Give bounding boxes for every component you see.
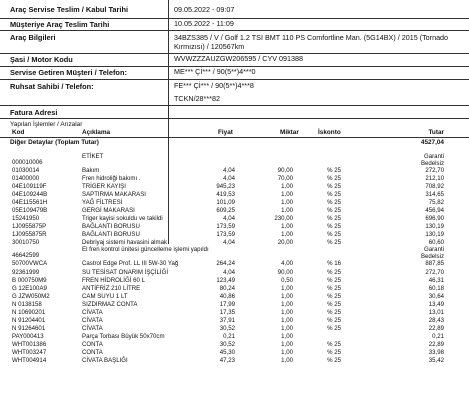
other-details-label: Diğer Detaylar (Toplam Tutar) [10, 139, 99, 146]
item-price: 419,53 [216, 191, 235, 199]
item-description: YAĞ FİLTRESİ [82, 199, 123, 207]
column-header-divider [0, 137, 469, 138]
item-price: 37,91 [219, 316, 235, 324]
item-price: 123,49 [216, 276, 235, 284]
table-row [0, 285, 469, 293]
item-description: Debriyaj sistemi havasini almak [82, 239, 168, 247]
item-total: 0,21 [432, 332, 444, 340]
item-code: 1J0955875P [12, 223, 47, 231]
items-table [0, 154, 469, 365]
item-description: CONTA [82, 348, 103, 356]
column-header-quantity: Miktar [280, 129, 299, 136]
item-total: 887,85 [425, 260, 444, 268]
item-total: 13,01 [428, 308, 444, 316]
item-total: 30,64 [428, 292, 444, 300]
item-code: 04E115561H [12, 199, 48, 207]
header-label: Ruhsat Sahibi / Telefon: [10, 82, 94, 91]
table-row [0, 239, 469, 247]
item-description: Parça Torbası Büyük 50x70cm [82, 332, 165, 340]
item-price: 4,04 [223, 215, 235, 223]
table-row [0, 231, 469, 239]
item-price: 945,23 [216, 183, 235, 191]
table-row [0, 357, 469, 365]
item-quantity: 1,00 [281, 183, 293, 191]
table-row [0, 333, 469, 341]
item-description: Fren hidroliği bakımı . [82, 175, 141, 183]
item-code: 01400000 [12, 175, 40, 183]
item-code: N 0138158 [12, 300, 42, 308]
item-description: El fren kontrol ünitesi güncelleme işlemi yapıldı [82, 246, 209, 254]
item-price: 173,59 [216, 223, 235, 231]
item-total: 22,89 [428, 340, 444, 348]
item-quantity: 1,00 [281, 348, 293, 356]
item-quantity: 1,00 [281, 284, 293, 292]
item-discount: % 25 [327, 223, 341, 231]
table-row [0, 175, 469, 183]
item-quantity: 70,00 [277, 175, 293, 183]
item-quantity: 1,00 [281, 316, 293, 324]
item-total: 13,49 [428, 300, 444, 308]
item-price: 17,35 [219, 308, 235, 316]
item-quantity: 1,00 [281, 300, 293, 308]
item-price: 4,04 [223, 268, 235, 276]
item-total: 22,89 [428, 324, 444, 332]
column-header-description: Açıklama [82, 129, 111, 136]
item-price: 173,59 [216, 231, 235, 239]
item-total: Garanti Bedelsiz [420, 246, 444, 260]
item-code: 04E109119F [12, 183, 47, 191]
item-quantity: 1,00 [281, 308, 293, 316]
item-total: 212,10 [425, 175, 444, 183]
item-price: 30,52 [219, 324, 235, 332]
item-total: 75,82 [428, 199, 444, 207]
item-description: TRİGER KAYIŞI [82, 183, 126, 191]
item-description: FREN HİDROLİĞİ 60 L [82, 276, 145, 284]
other-details-total: 4527,04 [420, 139, 444, 146]
header-divider [0, 118, 469, 119]
table-row [0, 191, 469, 199]
item-price: 4,04 [223, 175, 235, 183]
item-total: 314,65 [425, 191, 444, 199]
table-row [0, 269, 469, 277]
table-row [0, 154, 469, 167]
header-value: 34BZS385 / V / Golf 1.2 TSI BMT 110 PS Comfortline Man. (5G14BX) / 2015 (Tornado Kırmızısı) / 120567km [174, 33, 449, 51]
item-total: 708,92 [425, 183, 444, 191]
table-row [0, 277, 469, 285]
header-label: Araç Bilgileri [10, 33, 56, 42]
item-discount: % 25 [327, 276, 341, 284]
item-description: CİVATA BAŞLIĞI [82, 357, 128, 365]
item-total: 456,94 [425, 207, 444, 215]
item-total: 130,19 [425, 231, 444, 239]
item-discount: % 25 [327, 268, 341, 276]
table-row [0, 317, 469, 325]
item-quantity: 1,00 [281, 223, 293, 231]
item-quantity: 1,00 [281, 340, 293, 348]
item-discount: % 25 [327, 231, 341, 239]
item-price: 47,23 [219, 357, 235, 365]
item-price: 4,04 [223, 167, 235, 174]
item-description: Triger kayisi sokuldu ve takildi [82, 215, 163, 223]
item-total: 60,18 [428, 284, 444, 292]
item-description: Bakım [82, 167, 100, 174]
header-row-invoice-address [0, 106, 469, 122]
item-discount: % 25 [327, 316, 341, 324]
item-code: 30010750 [12, 239, 40, 247]
item-total: Garanti Bedelsiz [420, 153, 444, 167]
header-label: Müşteriye Araç Teslim Tarihi [10, 20, 110, 29]
item-description: SAPTIRMA MAKARASI [82, 191, 146, 199]
item-price: 264,24 [216, 260, 235, 268]
item-code: 04E109244B [12, 191, 48, 199]
header-value: ME*** Çİ*** / 90(5**)4***0 [174, 67, 256, 76]
item-code: WHT001386 [12, 340, 47, 348]
item-price: 80,24 [219, 284, 235, 292]
item-total: 35,42 [428, 357, 444, 365]
item-price: 609,25 [216, 207, 235, 215]
item-code: N 91204401 [12, 316, 46, 324]
item-description: CONTA [82, 340, 103, 348]
item-description: CİVATA [82, 316, 103, 324]
item-total: 60,60 [428, 239, 444, 247]
item-discount: % 25 [327, 324, 341, 332]
item-code: WHT004914 [12, 357, 47, 365]
item-price: 40,86 [219, 292, 235, 300]
item-description: CAM SUYU 1 LT [82, 292, 128, 300]
item-code: 01030014 [12, 167, 40, 174]
column-header-price: Fiyat [218, 129, 233, 136]
item-description: ANTİFRİZ 210 LİTRE [82, 284, 141, 292]
item-description: BAĞLANTI BORUSU [82, 231, 140, 239]
item-discount: % 25 [327, 292, 341, 300]
table-row [0, 215, 469, 223]
table-row [0, 349, 469, 357]
table-row [0, 199, 469, 207]
item-description: CİVATA [82, 324, 103, 332]
header-label: Servise Getiren Müşteri / Telefon: [10, 68, 127, 77]
table-row [0, 207, 469, 215]
item-discount: % 25 [327, 239, 341, 247]
item-description: BAĞLANTI BORUSU [82, 223, 140, 231]
item-quantity: 1,00 [281, 324, 293, 332]
item-discount: % 25 [327, 308, 341, 316]
item-total: 272,70 [425, 167, 444, 174]
item-description: CİVATA [82, 308, 103, 316]
table-row [0, 183, 469, 191]
header-label: Araç Servise Teslim / Kabul Tarihi [10, 5, 129, 14]
item-description: SU TESİSAT ONARIM İŞÇİLİĞİ [82, 268, 169, 276]
section-title: Yapılan İşlemler / Arızalar [10, 121, 83, 128]
table-row [0, 325, 469, 333]
item-discount: % 25 [327, 199, 341, 207]
header-value: FE*** Çİ*** / 90(5**)4***8 [174, 81, 254, 90]
item-total: 130,19 [425, 223, 444, 231]
table-row [0, 223, 469, 231]
item-discount: % 25 [327, 175, 341, 183]
item-price: 45,30 [219, 348, 235, 356]
header-row-vehicle-info [0, 31, 469, 53]
item-quantity: 0,50 [281, 276, 293, 284]
item-total: 696,90 [425, 215, 444, 223]
item-description: ETİKET [82, 153, 104, 160]
item-code: 05E109479B [12, 207, 48, 215]
item-code: 000010006 [12, 159, 43, 166]
table-row [0, 309, 469, 317]
item-code: 1J0955875R [12, 231, 47, 239]
item-quantity: 1,00 [281, 332, 293, 340]
header-row-service-date [0, 3, 469, 19]
item-price: 4,04 [223, 239, 235, 247]
item-code: WHT003247 [12, 348, 47, 356]
item-code: N 10690201 [12, 308, 46, 316]
item-quantity: 1,00 [281, 199, 293, 207]
item-code: 92361999 [12, 268, 40, 276]
item-price: 0,21 [223, 332, 235, 340]
column-header-discount: İskonto [318, 129, 341, 136]
item-discount: % 25 [327, 215, 341, 223]
table-row [0, 260, 469, 268]
item-code: PAY000413 [12, 332, 44, 340]
table-row [0, 247, 469, 260]
item-discount: % 25 [327, 300, 341, 308]
item-quantity: 1,00 [281, 292, 293, 300]
item-code: G JZW050M2 [12, 292, 50, 300]
item-code: B 000750M9 [12, 276, 47, 284]
item-discount: % 25 [327, 183, 341, 191]
item-discount: % 25 [327, 284, 341, 292]
header-value: TCKN/28***82 [174, 94, 220, 103]
item-discount: % 25 [327, 167, 341, 174]
item-total: 28,43 [428, 316, 444, 324]
item-discount: % 25 [327, 191, 341, 199]
item-total: 33,98 [428, 348, 444, 356]
table-row [0, 167, 469, 175]
table-row [0, 341, 469, 349]
item-discount: % 25 [327, 348, 341, 356]
header-value: 10.05.2022 - 11:09 [174, 19, 234, 28]
item-quantity: 1,00 [281, 207, 293, 215]
item-quantity: 90,00 [277, 268, 293, 276]
item-quantity: 90,00 [277, 167, 293, 174]
item-price: 101,09 [216, 199, 235, 207]
header-label: Fatura Adresi [10, 108, 58, 117]
item-code: N 91264601 [12, 324, 46, 332]
item-description: GERGİ MAKARASI [82, 207, 135, 215]
item-description: SIZDIRMAZ CONTA [82, 300, 138, 308]
item-quantity: 230,00 [274, 215, 293, 223]
item-total: 46,31 [428, 276, 444, 284]
header-label: Şasi / Motor Kodu [10, 55, 73, 64]
item-discount: % 25 [327, 357, 341, 365]
item-code: 46642599 [12, 252, 40, 260]
header-value: 09.05.2022 - 09:07 [174, 5, 235, 14]
item-price: 30,52 [219, 340, 235, 348]
table-row [0, 301, 469, 309]
item-price: 17,99 [219, 300, 235, 308]
item-quantity: 4,00 [281, 260, 293, 268]
table-row [0, 293, 469, 301]
item-discount: % 16 [327, 260, 341, 268]
item-quantity: 1,00 [281, 191, 293, 199]
item-quantity: 1,00 [281, 357, 293, 365]
item-discount: % 25 [327, 207, 341, 215]
column-header-total: Tutar [428, 129, 444, 136]
item-quantity: 1,00 [281, 231, 293, 239]
item-description: Castrol Edge Prof. LL III 5W-30 Yağ [82, 260, 179, 268]
item-quantity: 20,00 [277, 239, 293, 247]
column-header-code: Kod [12, 129, 25, 136]
item-discount: % 25 [327, 340, 341, 348]
item-total: 272,70 [425, 268, 444, 276]
item-code: G 12E100A9 [12, 284, 47, 292]
item-code: 15241950 [12, 215, 40, 223]
item-code: 50700VWCA [12, 260, 48, 268]
header-value: WVWZZZAUZGW206595 / CYV 091388 [174, 54, 304, 63]
